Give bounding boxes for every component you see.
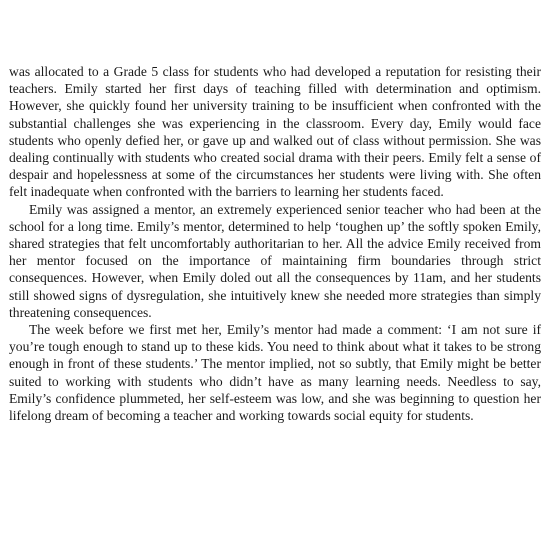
paragraph-3: The week before we first met her, Emily’s mentor had made a comment: ‘I am not sure if you’re tough enough to stand up to these kids. You need to think about what it takes to be strong enough in front of these students.’ The mentor implied, not so subtly, that Emily might be better suited to working with students who didn’t have as many learning needs. Needless to say, Emily’s confidence plummeted, her self-esteem was low, and she was beginning to question her lifelong dream of becoming a teacher and working towards social equity for students. <box>9 322 541 424</box>
paragraph-2: Emily was assigned a mentor, an extremely experienced senior teacher who had been at the school for a long time. Emily’s mentor, determined to help ‘toughen up’ the softly spoken Emily, shared strategies that felt uncomfortably authoritarian to her. All the advice Emily received from her mentor focused on the importance of maintaining firm boundaries through strict consequences. However, when Emily doled out all the consequences by 11am, and her students still showed signs of dysregulation, she intuitively knew she needed more strategies than simply threatening consequences. <box>9 201 541 320</box>
document-page <box>9 63 541 424</box>
paragraph-1: was allocated to a Grade 5 class for students who had developed a reputation for resisting their teachers. Emily started her first days of teaching filled with determination and optimism. However, she quickly found her university training to be insufficient when confronted with the substantial challenges she was experiencing in the classroom. Every day, Emily would face students who openly defied her, or gave up and walked out of class without permission. She was dealing continually with students who created social drama with their peers. Emily felt a sense of despair and hopelessness at some of the circumstances her students were living with. She often felt inadequate when confronted with the barriers to learning her students faced. <box>9 64 541 200</box>
